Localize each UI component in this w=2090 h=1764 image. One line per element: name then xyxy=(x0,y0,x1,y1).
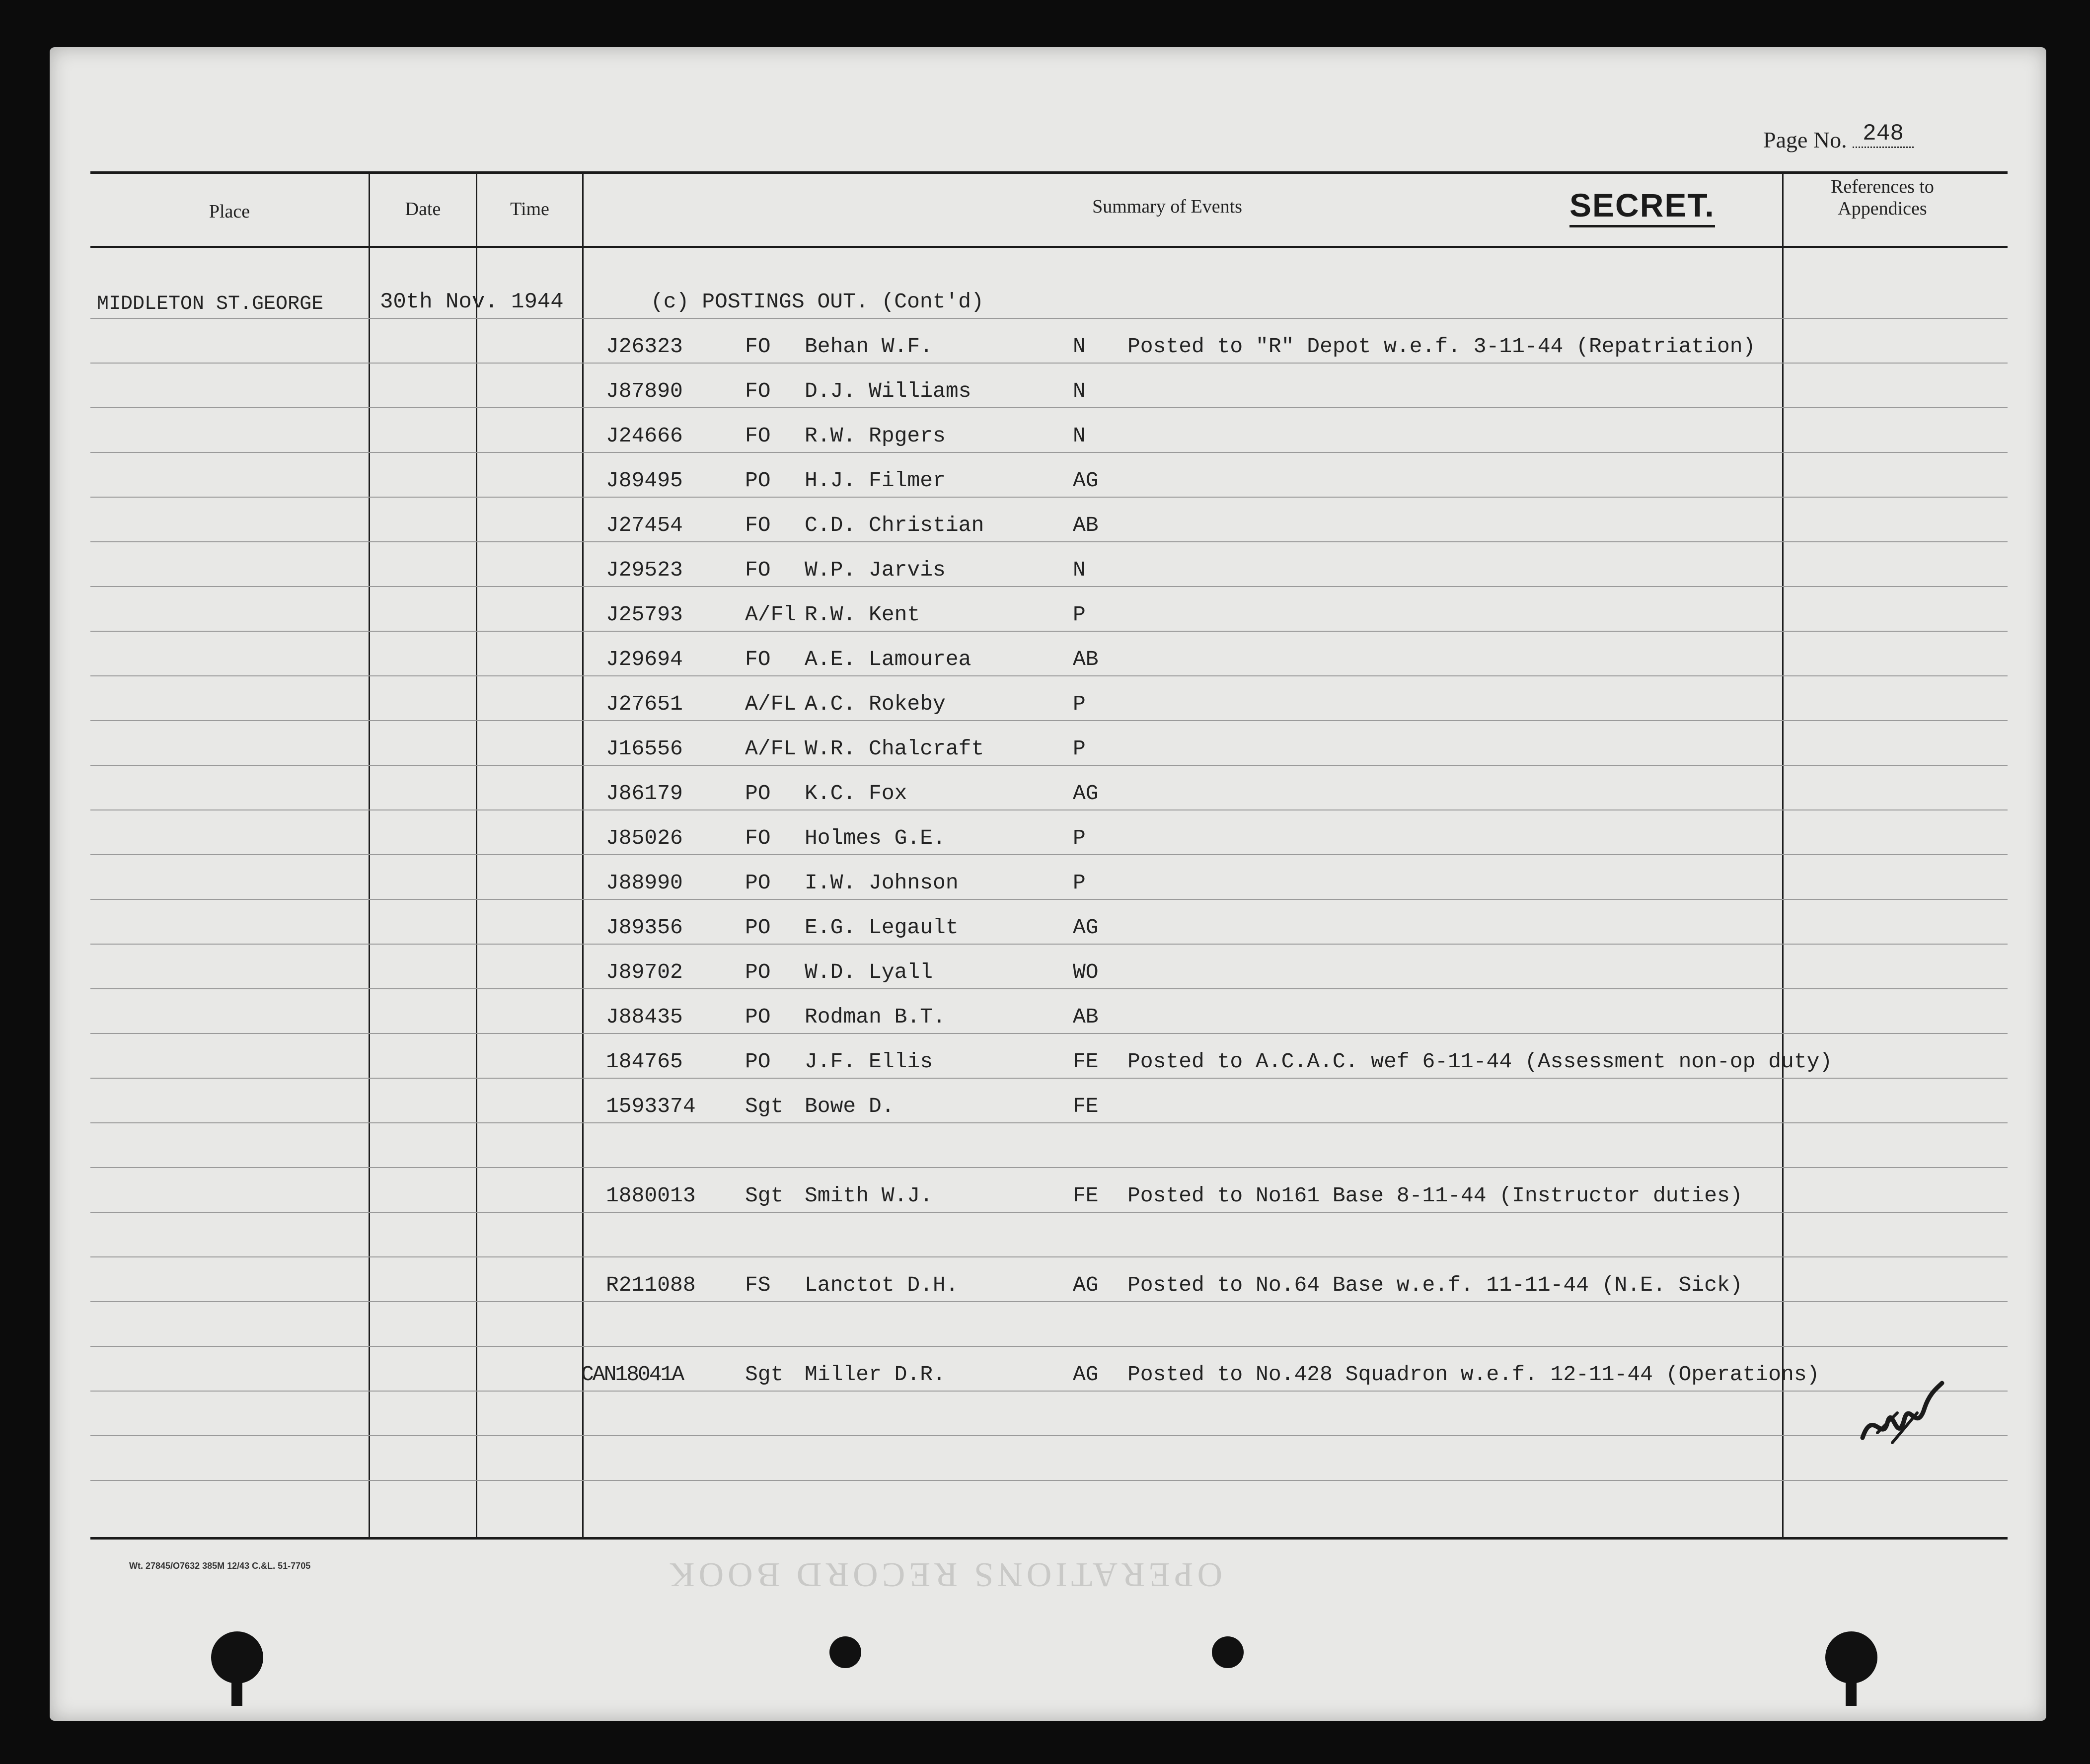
service-number: J29694 xyxy=(606,647,683,671)
trade: P xyxy=(1073,602,1086,627)
page-label-text: Page No. xyxy=(1763,127,1847,152)
table-row xyxy=(606,1094,1127,1118)
secret-stamp: SECRET. xyxy=(1569,186,1715,227)
table-row xyxy=(606,1049,1832,1074)
rank: FO xyxy=(745,334,771,359)
rank: PO xyxy=(745,781,771,806)
airman-name: W.D. Lyall xyxy=(805,960,933,984)
printer-imprint: Wt. 27845/O7632 385M 12/43 C.&L. 51-7705 xyxy=(129,1561,311,1571)
rank: Sgt xyxy=(745,1094,784,1118)
airman-name: Miller D.R. xyxy=(805,1362,946,1387)
airman-name: I.W. Johnson xyxy=(805,871,959,895)
rank: FO xyxy=(745,424,771,448)
service-number: J87890 xyxy=(606,379,683,403)
airman-name: R.W. Rpgers xyxy=(805,424,946,448)
page-number: 248 xyxy=(1853,121,1914,148)
airman-name: R.W. Kent xyxy=(805,602,920,627)
rank: A/FL xyxy=(745,736,797,761)
rank: PO xyxy=(745,1005,771,1029)
service-number: J89495 xyxy=(606,468,683,493)
table-row xyxy=(606,334,1755,359)
header-date: Date xyxy=(405,199,441,220)
header-time: Time xyxy=(510,199,549,220)
trade: N xyxy=(1073,379,1086,403)
table-row xyxy=(606,424,1127,448)
trade: AB xyxy=(1073,513,1099,537)
trade: AB xyxy=(1073,647,1099,671)
table-row xyxy=(606,692,1127,716)
trade: N xyxy=(1073,334,1086,359)
posting-remark: Posted to "R" Depot w.e.f. 3-11-44 (Repatriation) xyxy=(1127,334,1756,359)
table-row xyxy=(606,781,1127,806)
trade: AB xyxy=(1073,1005,1099,1029)
trade: FE xyxy=(1073,1183,1099,1208)
entry-date: 30th Nov. 1944 xyxy=(380,290,564,314)
airman-name: W.P. Jarvis xyxy=(805,558,946,582)
divider-date-time xyxy=(476,173,477,1539)
service-number: J85026 xyxy=(606,826,683,850)
rank: A/FL xyxy=(745,692,797,716)
table-row xyxy=(606,602,1127,627)
form-sheet xyxy=(50,47,2046,1721)
header-bottom-border xyxy=(90,246,2008,248)
posting-remark: Posted to No.64 Base w.e.f. 11-11-44 (N.E. Sick) xyxy=(1127,1273,1743,1297)
section-heading: (c) POSTINGS OUT. (Cont'd) xyxy=(651,290,984,314)
trade: P xyxy=(1073,736,1086,761)
header-place: Place xyxy=(209,201,250,222)
service-number: J25793 xyxy=(606,602,683,627)
rank: FO xyxy=(745,513,771,537)
airman-name: H.J. Filmer xyxy=(805,468,946,493)
posting-remark: Posted to No.428 Squadron w.e.f. 12-11-44 (Operations) xyxy=(1127,1362,1820,1387)
rank: PO xyxy=(745,1049,771,1074)
rank: PO xyxy=(745,871,771,895)
airman-name: Rodman B.T. xyxy=(805,1005,946,1029)
airman-name: Lanctot D.H. xyxy=(805,1273,959,1297)
airman-name: Smith W.J. xyxy=(805,1183,933,1208)
table-row xyxy=(606,826,1127,850)
table-row xyxy=(606,647,1127,671)
service-number: J16556 xyxy=(606,736,683,761)
table-row xyxy=(606,871,1127,895)
service-number: J89702 xyxy=(606,960,683,984)
airman-name: D.J. Williams xyxy=(805,379,971,403)
trade: N xyxy=(1073,558,1086,582)
table-row xyxy=(606,513,1127,537)
rank: A/Fl xyxy=(745,602,797,627)
service-number: J86179 xyxy=(606,781,683,806)
airman-name: A.C. Rokeby xyxy=(805,692,946,716)
rank: FO xyxy=(745,647,771,671)
table-bottom-border xyxy=(90,1537,2008,1540)
airman-name: K.C. Fox xyxy=(805,781,907,806)
airman-name: A.E. Lamourea xyxy=(805,647,971,671)
table-row xyxy=(606,468,1127,493)
service-number: J26323 xyxy=(606,334,683,359)
table-row xyxy=(606,736,1127,761)
trade: N xyxy=(1073,424,1086,448)
trade: AG xyxy=(1073,915,1099,940)
initials-mark xyxy=(1858,1378,1947,1458)
rank: FS xyxy=(745,1273,771,1297)
service-number: 1593374 xyxy=(606,1094,696,1118)
entry-place: MIDDLETON ST.GEORGE xyxy=(97,293,324,315)
service-number: J89356 xyxy=(606,915,683,940)
airman-name: Holmes G.E. xyxy=(805,826,946,850)
airman-name: E.G. Legault xyxy=(805,915,959,940)
divider-time-summary xyxy=(582,173,584,1539)
trade: P xyxy=(1073,692,1086,716)
rank: FO xyxy=(745,826,771,850)
service-number: J24666 xyxy=(606,424,683,448)
rank: FO xyxy=(745,558,771,582)
trade: P xyxy=(1073,826,1086,850)
table-row xyxy=(606,915,1127,940)
service-number: 184765 xyxy=(606,1049,683,1074)
airman-name: Bowe D. xyxy=(805,1094,895,1118)
trade: FE xyxy=(1073,1049,1099,1074)
service-number: J27454 xyxy=(606,513,683,537)
trade: AG xyxy=(1073,1273,1099,1297)
airman-name: C.D. Christian xyxy=(805,513,984,537)
trade: AG xyxy=(1073,468,1099,493)
table-row xyxy=(606,1273,1743,1297)
trade: P xyxy=(1073,871,1086,895)
divider-place-date xyxy=(369,173,370,1539)
rank: FO xyxy=(745,379,771,403)
header-summary: Summary of Events xyxy=(1092,196,1242,217)
header-references: References to Appendices xyxy=(1831,176,1934,219)
divider-summary-references xyxy=(1782,173,1784,1539)
service-number: J88990 xyxy=(606,871,683,895)
posting-remark: Posted to No161 Base 8-11-44 (Instructor duties) xyxy=(1127,1183,1743,1208)
trade: AG xyxy=(1073,1362,1099,1387)
trade: WO xyxy=(1073,960,1099,984)
table-row xyxy=(606,1005,1127,1029)
table-row xyxy=(606,1183,1743,1208)
service-number: J27651 xyxy=(606,692,683,716)
posting-remark: Posted to A.C.A.C. wef 6-11-44 (Assessment non-op duty) xyxy=(1127,1049,1833,1074)
airman-name: Behan W.F. xyxy=(805,334,933,359)
airman-name: W.R. Chalcraft xyxy=(805,736,984,761)
table-row xyxy=(606,960,1127,984)
rank: PO xyxy=(745,915,771,940)
table-row xyxy=(581,1362,1819,1387)
rank: PO xyxy=(745,468,771,493)
service-number: J29523 xyxy=(606,558,683,582)
service-number: R211088 xyxy=(606,1273,696,1297)
page-number-label xyxy=(1763,121,1914,154)
trade: AG xyxy=(1073,781,1099,806)
rank: Sgt xyxy=(745,1183,784,1208)
table-top-border xyxy=(90,171,2008,174)
service-number: J88435 xyxy=(606,1005,683,1029)
bleed-through-title: OPERATIONS RECORD BOOK xyxy=(666,1555,1223,1594)
rank: Sgt xyxy=(745,1362,784,1387)
rank: PO xyxy=(745,960,771,984)
trade: FE xyxy=(1073,1094,1099,1118)
table-row xyxy=(606,558,1127,582)
service-number: 1880013 xyxy=(606,1183,696,1208)
service-number: CAN18041A xyxy=(581,1362,683,1387)
airman-name: J.F. Ellis xyxy=(805,1049,933,1074)
table-row xyxy=(606,379,1127,403)
